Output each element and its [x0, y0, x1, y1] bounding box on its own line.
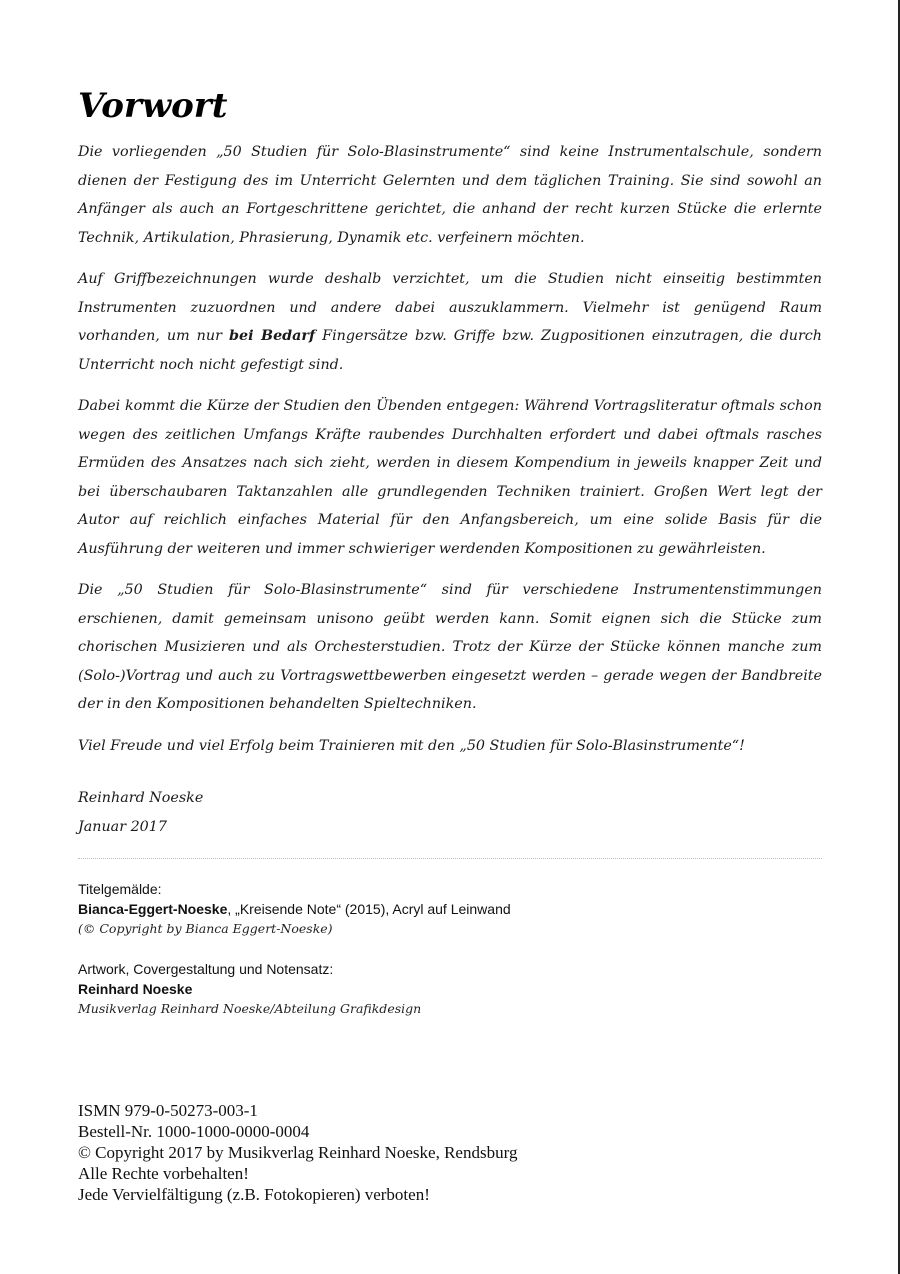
signature-block	[78, 784, 822, 842]
cover-copyright-note: (© Copyright by Bianca Eggert-Noeske)	[78, 921, 333, 936]
cover-work-title: , „Kreisende Note“ (2015), Acryl auf Leinwand	[227, 901, 511, 917]
ismn-number: ISMN 979-0-50273-003-1	[78, 1101, 258, 1120]
cover-credit-line	[78, 899, 822, 919]
artwork-department-note: Musikverlag Reinhard Noeske/Abteilung Grafikdesign	[78, 1001, 422, 1016]
section-divider	[78, 858, 822, 859]
cover-credit	[78, 879, 822, 939]
foreword-section	[78, 84, 822, 1039]
artwork-credit-name	[78, 979, 822, 999]
credits-section	[78, 879, 822, 1019]
artwork-designer-name: Reinhard Noeske	[78, 981, 193, 997]
rights-reserved: Alle Rechte vorbehalten!	[78, 1164, 249, 1183]
paragraph-tunings: Die „50 Studien für Solo-Blasinstrumente“ sind für verschiedene Instrumentenstimmungen erschienen, damit gemeinsam unisono geübt werden kann. Somit eignen sich die Stücke zum chorischen Musizieren und als Orchesterstudien. Trotz der Kürze der Stücke können manche zum (Solo-)Vortrag und auch zu Vortragswettbewerben eingesetzt werden – gerade wegen der Bandbreite der in den Kompositionen behandelten Spieltechniken.	[78, 582, 822, 712]
page-title: Vorwort	[78, 86, 228, 126]
paragraph-fingering-text-end: Fingersätze bzw. Griffe bzw. Zugpositionen einzutragen, die durch Unterricht noch nicht gefestigt sind.	[78, 328, 823, 373]
order-number: Bestell-Nr. 1000-1000-0000-0004	[78, 1122, 310, 1141]
paragraph-intro: Die vorliegenden „50 Studien für Solo-Blasinstrumente“ sind keine Instrumentalschule, sondern dienen der Festigung des im Unterricht Gelernten und dem täglichen Training. Sie sind sowohl an Anfänger als auch an Fortgeschrittene gerichtet, die anhand der recht kurzen Stücke die erlernte Technik, Artikulation, Phrasierung, Dynamik etc. verfeinern möchten.	[78, 144, 822, 246]
paragraph-brevity: Dabei kommt die Kürze der Studien den Übenden entgegen: Während Vortragsliteratur oftmals schon wegen des zeitlichen Umfangs Kräfte raubendes Durchhalten erfordert und dabei oftmals rasches Ermüden des Ansatzes nach sich zieht, werden in diesem Kompendium in jeweils knapper Zeit und bei überschaubaren Taktanzahlen alle grundlegenden Techniken trainiert. Großen Wert legt der Autor auf reichlich einfaches Material für den Anfangsbereich, um eine solide Basis für die Ausführung der weiteren und immer schwieriger werdenden Kompositionen zu gewährleisten.	[78, 398, 822, 557]
emphasis-bei-bedarf: bei Bedarf	[228, 328, 316, 344]
paragraph-fingering-text-start: Auf Griffbezeichnungen wurde deshalb verzichtet, um die Studien nicht einseitig bestimmten Instrumenten zuzuordnen und andere dabei auszuklammern. Vielmehr ist genügend Raum vorhanden, um nur	[78, 271, 822, 344]
signature-date: Januar 2017	[78, 819, 167, 835]
cover-credit-label: Titelgemälde:	[78, 881, 162, 897]
artwork-credit-label: Artwork, Covergestaltung und Notensatz:	[78, 961, 334, 977]
author-name: Reinhard Noeske	[78, 790, 204, 806]
artwork-credit	[78, 959, 822, 1019]
legal-notice	[78, 1100, 822, 1205]
copy-prohibited: Jede Vervielfältigung (z.B. Fotokopieren) verboten!	[78, 1185, 430, 1204]
paragraph-closing: Viel Freude und viel Erfolg beim Trainieren mit den „50 Studien für Solo-Blasinstrumente“!	[78, 737, 745, 754]
paragraph-fingering	[78, 265, 822, 379]
copyright-line: © Copyright 2017 by Musikverlag Reinhard Noeske, Rendsburg	[78, 1143, 518, 1162]
cover-artist-name: Bianca-Eggert-Noeske	[78, 901, 228, 917]
